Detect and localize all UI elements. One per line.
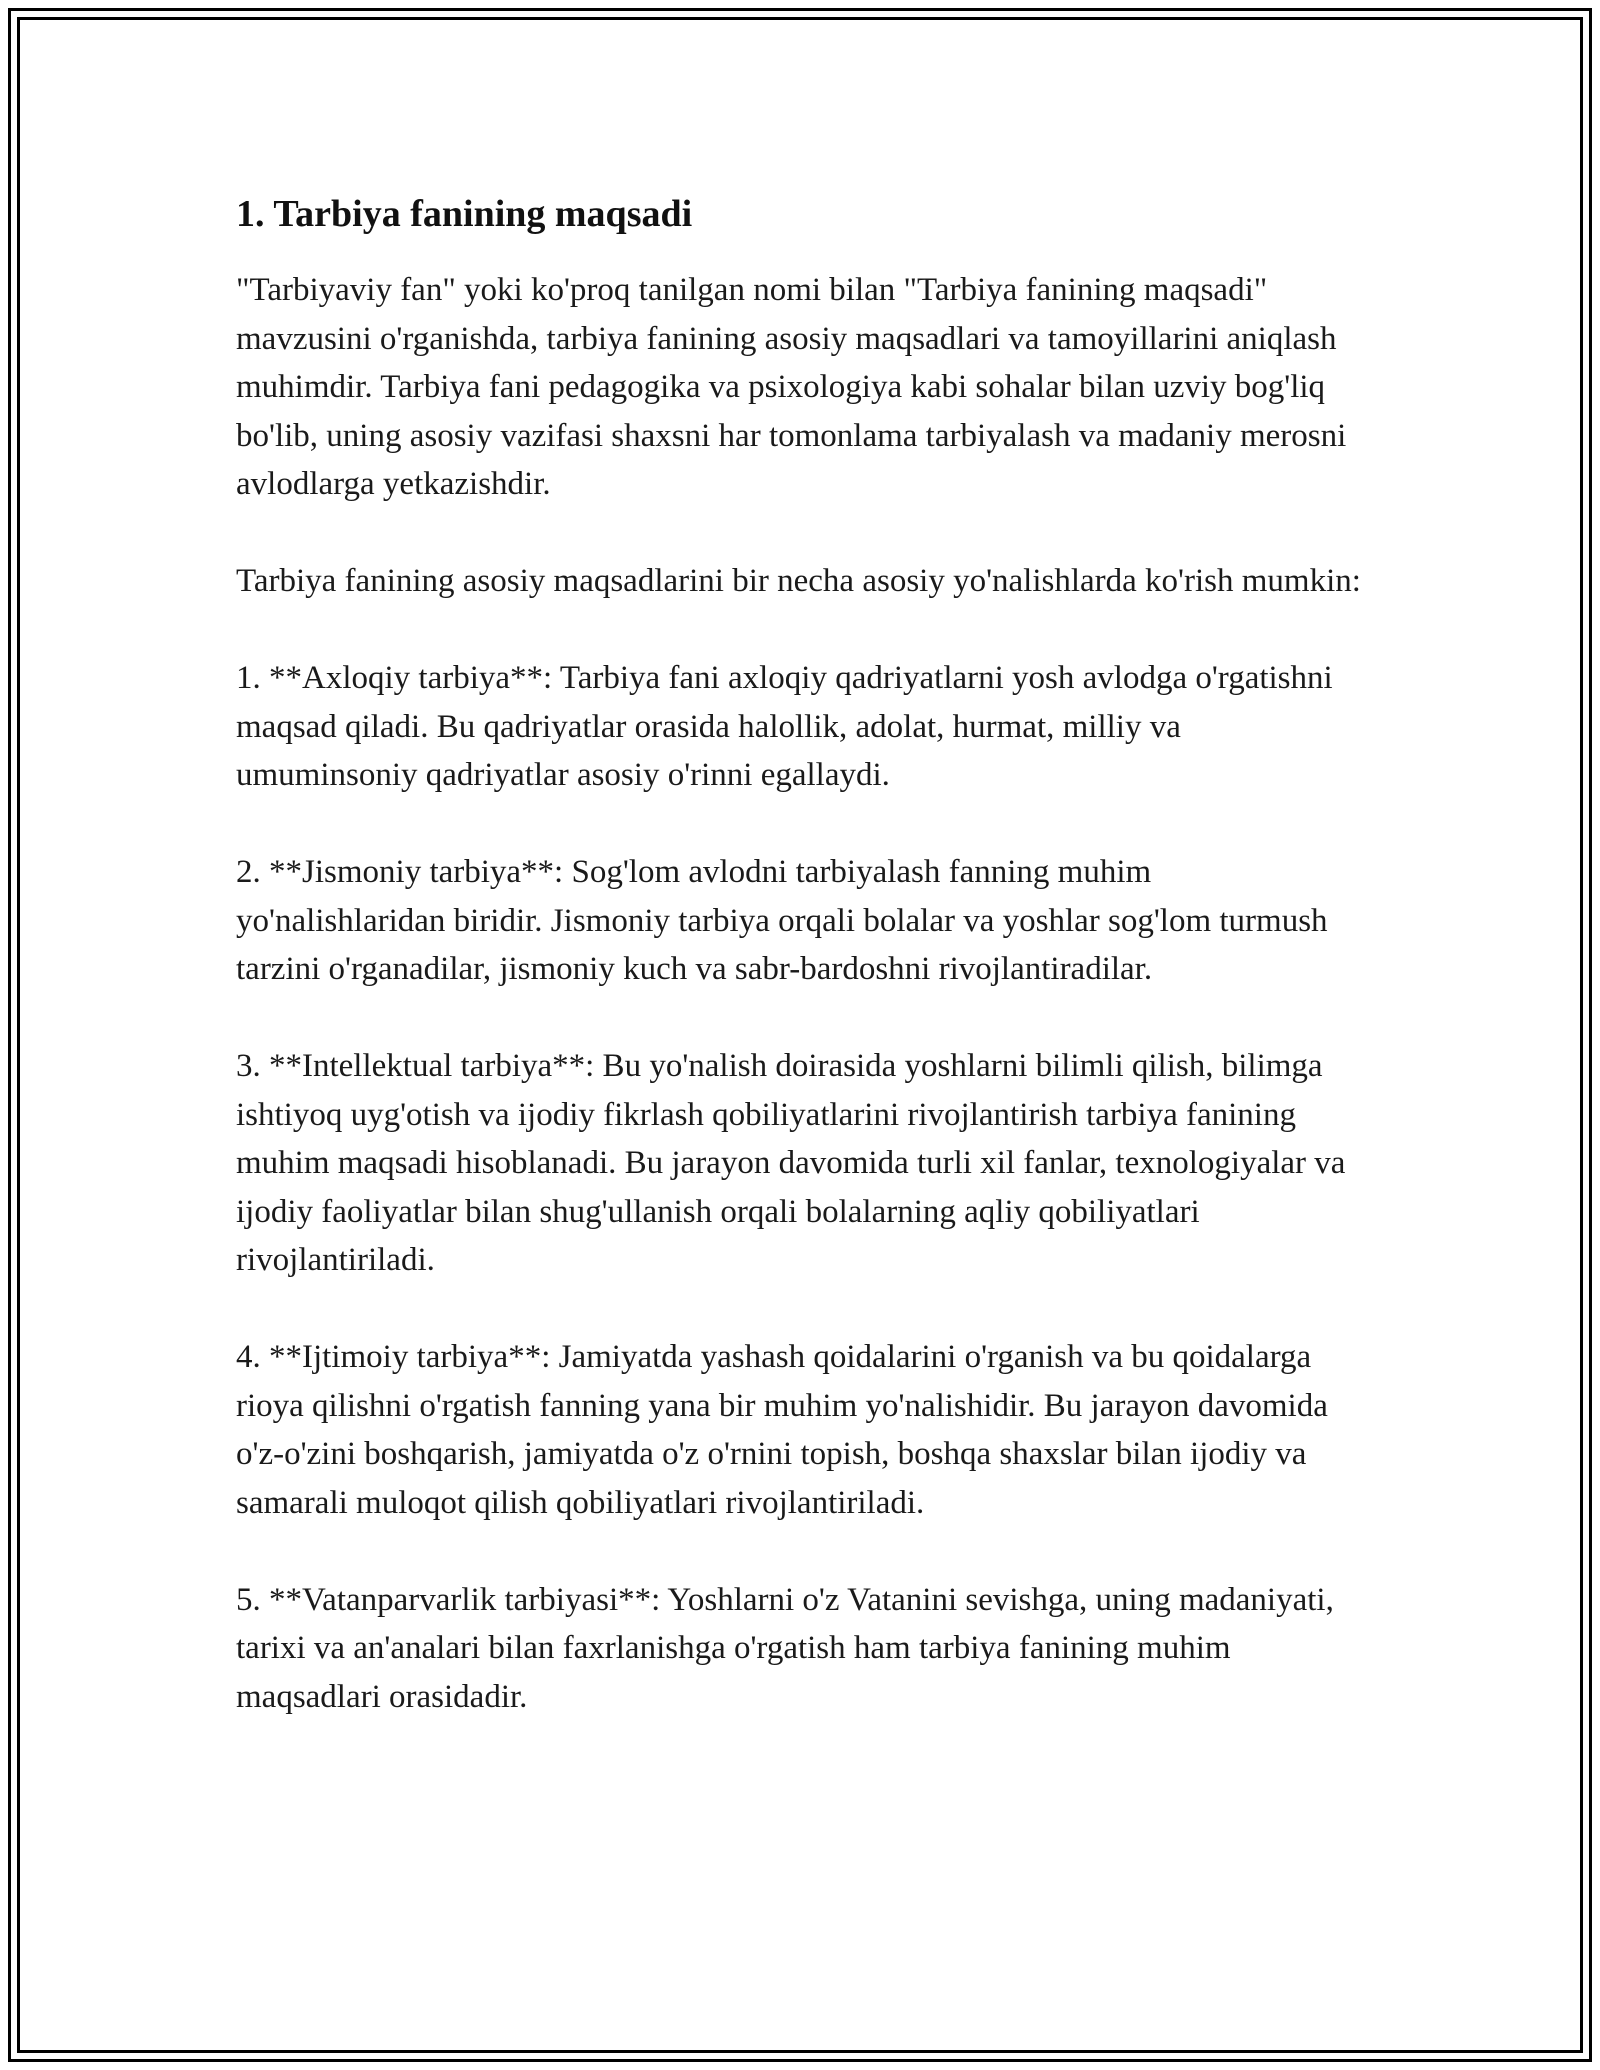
document-body: [236, 180, 1366, 1770]
list-item-axloqiy: 1. **Axloqiy tarbiya**: Tarbiya fani axloqiy qadriyatlarni yosh avlodga o'rgatishni maqsad qiladi. Bu qadriyatlar orasida halollik, adolat, hurmat, milliy va umuminsoniy qadriyatlar asosiy o'rinni egallaydi.: [236, 660, 1333, 793]
list-item-ijtimoiy: 4. **Ijtimoiy tarbiya**: Jamiyatda yashash qoidalarini o'rganish va bu qoidalarga rioya qilishni o'rgatish fanning yana bir muhim yo'nalishidir. Bu jarayon davomida o'z-o'zini boshqarish, jamiyatda o'z o'rnini topish, boshqa shaxslar bilan ijodiy va samarali muloqot qilish qobiliyatlari rivojlantiriladi.: [236, 1339, 1328, 1521]
list-item-intellektual: 3. **Intellektual tarbiya**: Bu yo'nalish doirasida yoshlarni bilimli qilish, bilimga ishtiyoq uyg'otish va ijodiy fikrlash qobiliyatlarini rivojlantirish tarbiya fanining muhim maqsadi hisoblanadi. Bu jarayon davomida turli xil fanlar, texnologiyalar va ijodiy faoliyatlar bilan shug'ullanish orqali bolalarning aqliy qobiliyatlari rivojlantiriladi.: [236, 1048, 1346, 1278]
list-item-jismoniy: 2. **Jismoniy tarbiya**: Sog'lom avlodni tarbiyalash fanning muhim yo'nalishlaridan biridir. Jismoniy tarbiya orqali bolalar va yoshlar sog'lom turmush tarzini o'rganadilar, jismoniy kuch va sabr-bardoshni rivojlantiradilar.: [236, 854, 1328, 987]
list-item-vatanparvarlik: 5. **Vatanparvarlik tarbiyasi**: Yoshlarni o'z Vatanini sevishga, uning madaniyati, tarixi va an'analari bilan faxrlanishga o'rgatish ham tarbiya fanining muhim maqsadlari orasidadir.: [236, 1581, 1334, 1715]
intro-paragraph: "Tarbiyaviy fan" yoki ko'proq tanilgan nomi bilan "Tarbiya fanining maqsadi" mavzusini o'rganishda, tarbiya fanining asosiy maqsadlari va tamoyillarini aniqlash muhimdir. Tarbiya fani pedagogika va psixologiya kabi sohalar bilan uzviy bog'liq bo'lib, uning asosiy vazifasi shaxsni har tomonlama tarbiyalash va madaniy merosni avlodlarga yetkazishdir.: [236, 272, 1347, 502]
document-title: 1. Tarbiya fanining maqsadi: [236, 193, 693, 235]
lead-paragraph: Tarbiya fanining asosiy maqsadlarini bir necha asosiy yo'nalishlarda ko'rish mumkin:: [236, 563, 1361, 599]
